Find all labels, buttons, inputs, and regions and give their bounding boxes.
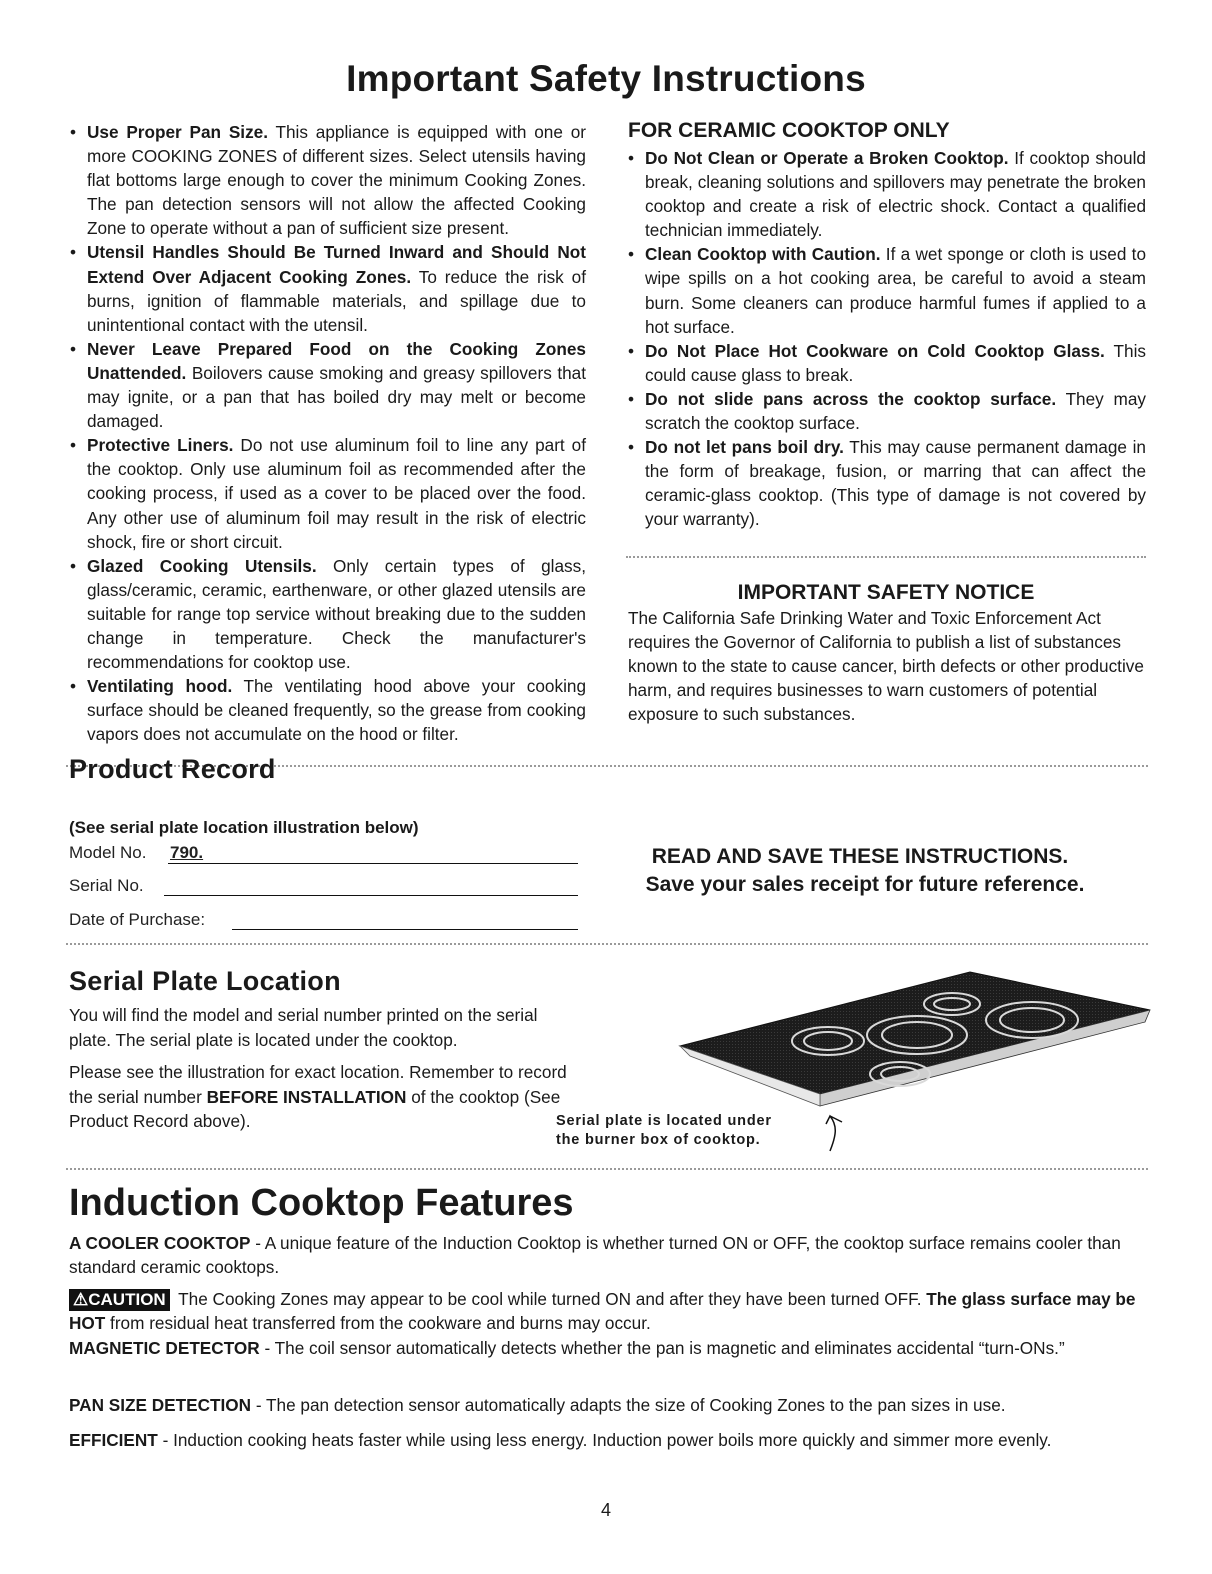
- model-label: Model No.: [69, 843, 147, 862]
- notice-text: The California Safe Drinking Water and Toxic Enforcement Act requires the Governor of California to publish a list of substances known to the state to cause cancer, birth defects or other productive harm, and requires businesses to warn customers of potential exposure to such substances.: [628, 608, 1144, 724]
- before-installation: BEFORE INSTALLATION: [206, 1086, 407, 1107]
- feature-label: EFFICIENT: [69, 1430, 158, 1450]
- item-text: Boilovers cause smoking and greasy spillovers that may ignite, or a pan that has boiled dry may melt or become damaged.: [87, 362, 586, 432]
- feature-label: MAGNETIC DETECTOR: [69, 1338, 260, 1358]
- caution-text: The Cooking Zones may appear to be cool while turned ON and after they have been turned OFF.: [173, 1289, 927, 1309]
- ceramic-list: [628, 146, 1146, 532]
- item-heading: Protective Liners.: [87, 435, 234, 456]
- item-text: The ventilating hood above your cooking surface should be cleaned frequently, so the grease from cooking vapors does not accumulate on the hood or filter.: [87, 676, 587, 745]
- divider: [66, 1168, 1148, 1170]
- feature-label: PAN SIZE DETECTION: [69, 1395, 252, 1415]
- ceramic-cooktop-section: [628, 118, 1146, 532]
- feature-label: A COOLER COOKTOP: [69, 1233, 251, 1253]
- item-text: If cooktop should break, cleaning solutions and spillovers may penetrate the broken cooktop and create a risk of electric shock. Contact a qualified technician immediately.: [645, 148, 1146, 241]
- cooktop-illustration: [660, 966, 1160, 1156]
- caution-text-2: from residual heat transferred from the cookware and burns may occur.: [105, 1313, 651, 1333]
- list-item: [70, 674, 586, 746]
- item-heading: Do not let pans boil dry.: [645, 437, 844, 458]
- curved-arrow-icon: [826, 1116, 842, 1151]
- model-value: 790.: [170, 843, 204, 862]
- caution-label: CAUTION: [88, 1290, 166, 1309]
- item-text: They may scratch the cooktop surface.: [645, 388, 1146, 434]
- caption-line-2: the burner box of cooktop.: [556, 1132, 761, 1148]
- serial-plate-text-2: [69, 1060, 589, 1134]
- page-number: 4: [600, 1500, 611, 1520]
- date-field-line[interactable]: [232, 929, 578, 930]
- safety-instructions-left: [70, 120, 586, 746]
- list-item: [628, 146, 1146, 242]
- ceramic-heading: FOR CERAMIC COOKTOP ONLY: [628, 119, 950, 142]
- features-heading: Induction Cooktop Features: [69, 1182, 574, 1224]
- serial-field-line[interactable]: [164, 895, 578, 896]
- read-save-line1: READ AND SAVE THESE INSTRUCTIONS.: [651, 845, 1069, 868]
- item-text: To reduce the risk of burns, ignition of flammable materials, and spillage due to unintentional contact with the utensil.: [87, 266, 586, 335]
- feature-text: - A unique feature of the Induction Cooktop is whether turned ON or OFF, the cooktop surface remains cooler than standard ceramic cooktops.: [69, 1233, 1121, 1277]
- item-text: This may cause permanent damage in the form of breakage, fusion, or marring that can affect the ceramic-glass cooktop. (This type of damage is not covered by your warranty).: [645, 437, 1146, 530]
- safety-list-left: [70, 120, 586, 746]
- list-item: [70, 337, 586, 433]
- serial-plate-heading: Serial Plate Location: [69, 966, 341, 996]
- model-field-line[interactable]: [168, 863, 578, 864]
- list-item: [70, 240, 586, 336]
- list-item: [70, 554, 586, 674]
- feature-magnetic: [69, 1336, 1129, 1360]
- warning-triangle-icon: ⚠: [73, 1290, 89, 1309]
- item-heading: Utensil Handles Should Be Turned Inward and Should Not Extend Over Adjacent Cooking Zones.: [87, 242, 586, 287]
- safety-notice: [628, 580, 1144, 726]
- item-heading: Clean Cooktop with Caution.: [645, 244, 881, 265]
- feature-cooler: [69, 1231, 1149, 1279]
- item-text: This could cause glass to break.: [645, 340, 1147, 385]
- divider: [626, 556, 1146, 558]
- caution-badge: [69, 1289, 170, 1311]
- list-item: [70, 433, 586, 553]
- item-text: Only certain types of glass, glass/ceramic, ceramic, earthenware, or other glazed utensils are suitable for range top service without breaking due to the sudden change in temperature. Check the manufacturer's recommendations for cooktop use.: [87, 555, 586, 673]
- item-heading: Do Not Place Hot Cookware on Cold Cooktop Glass.: [645, 340, 1105, 361]
- feature-efficient: [69, 1428, 1129, 1452]
- page-title: Important Safety Instructions: [346, 58, 866, 99]
- divider: [66, 943, 1148, 945]
- item-heading: Do not slide pans across the cooktop surface.: [645, 388, 1057, 409]
- date-label: Date of Purchase:: [69, 910, 206, 929]
- cooktop-glass: [680, 972, 1150, 1106]
- list-item: [628, 339, 1146, 387]
- serial-plate-text-2a: Please see the illustration for exact location. Remember to record the serial number: [69, 1062, 567, 1107]
- item-text: If a wet sponge or cloth is used to wipe spills on a hot cooking area, be careful to avoid a steam burn. Some cleaners can produce harmful fumes if applied to a hot surface.: [645, 244, 1147, 337]
- list-item: [628, 242, 1146, 338]
- caption-line-1: Serial plate is located under: [556, 1113, 772, 1129]
- product-record-subheading: (See serial plate location illustration below): [69, 818, 419, 837]
- serial-label: Serial No.: [69, 876, 144, 895]
- item-text: Do not use aluminum foil to line any part of the cooktop. Only use aluminum foil as recommended after the cooking process, if used as a cover to be placed over the food. Any other use of aluminum foil may result in the risk of electric shock, fire or short circuit.: [87, 435, 586, 552]
- feature-caution: [69, 1287, 1144, 1335]
- item-text: This appliance is equipped with one or more COOKING ZONES of different sizes. Select utensils having flat bottoms large enough to cover the minimum Cooking Zones. The pan detection sensors will not allow the affected Cooking Zone to operate without a pan of sufficient size present.: [87, 122, 586, 239]
- list-item: [628, 387, 1146, 435]
- item-heading: Glazed Cooking Utensils.: [87, 555, 317, 576]
- item-heading: Never Leave Prepared Food on the Cooking Zones Unattended.: [87, 338, 586, 383]
- feature-text: - The pan detection sensor automatically adapts the size of Cooking Zones to the pan sizes in use.: [251, 1395, 1006, 1415]
- feature-text: - Induction cooking heats faster while using less energy. Induction power boils more quickly and simmer more evenly.: [157, 1430, 1052, 1450]
- serial-plate-text-2b: of the cooktop (See Product Record above).: [69, 1086, 561, 1131]
- product-record-heading: Product Record: [69, 754, 276, 784]
- item-heading: Ventilating hood.: [87, 676, 233, 697]
- serial-plate-text-1: You will find the model and serial number printed on the serial plate. The serial plate is located under the cooktop.: [69, 1005, 538, 1050]
- caution-bold: The glass surface may be HOT: [69, 1289, 1136, 1333]
- item-heading: Use Proper Pan Size.: [87, 122, 269, 142]
- read-save-line2: Save your sales receipt for future reference.: [645, 873, 1085, 896]
- list-item: [628, 435, 1146, 531]
- feature-pan-size: [69, 1393, 1169, 1417]
- list-item: [70, 120, 586, 240]
- feature-text: - The coil sensor automatically detects whether the pan is magnetic and eliminates accidental “turn-ONs.”: [259, 1338, 1065, 1358]
- item-heading: Do Not Clean or Operate a Broken Cooktop.: [645, 148, 1009, 168]
- notice-heading: IMPORTANT SAFETY NOTICE: [737, 581, 1035, 604]
